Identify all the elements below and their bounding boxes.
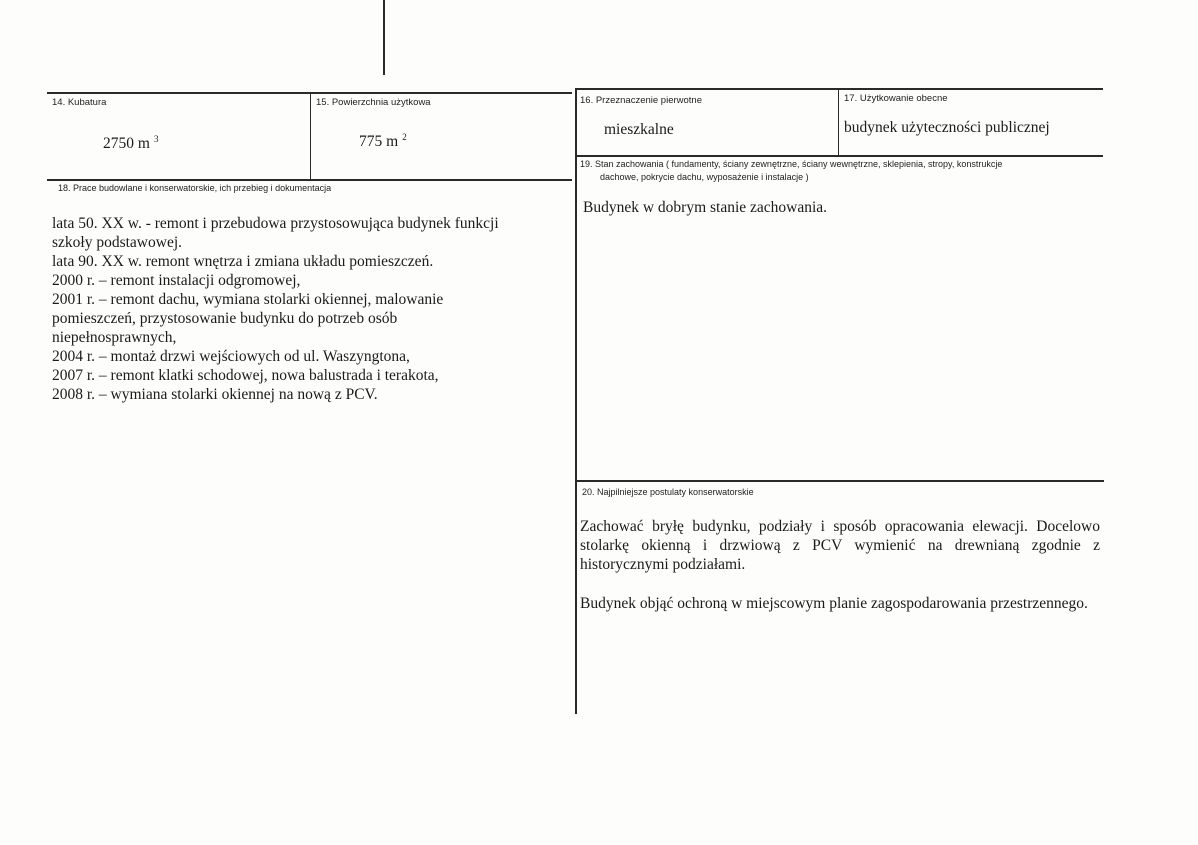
prace-list bbox=[52, 214, 552, 404]
prace-label: 18. Prace budowlane i konserwatorskie, ich przebieg i dokumentacja bbox=[58, 183, 332, 193]
prace-line: lata 90. XX w. remont wnętrza i zmiana układu pomieszczeń. bbox=[52, 253, 434, 270]
stan-label-line2: dachowe, pokrycie dachu, wyposażenie i instalacje ) bbox=[600, 172, 809, 182]
center-vertical-divider bbox=[575, 89, 577, 714]
przeznaczenie-label: 16. Przeznaczenie pierwotne bbox=[580, 95, 702, 106]
prace-line: pomieszczeń, przystosowanie budynku do potrzeb osób bbox=[52, 310, 398, 327]
postulaty-paragraph-1: Zachować bryłę budynku, podziały i sposób opracowania elewacji. Docelowo stolarkę okienną i drzwiową z PCV wymienić na drewnianą zgodnie z historycznymi podziałami. bbox=[580, 518, 1100, 573]
kubatura-value bbox=[103, 130, 158, 153]
powierzchnia-number: 775 m bbox=[359, 133, 399, 151]
postulaty-paragraph-2: Budynek objąć ochroną w miejscowym planie zagospodarowania przestrzennego. bbox=[580, 595, 1088, 612]
powierzchnia-label: 15. Powierzchnia użytkowa bbox=[316, 97, 431, 108]
kubatura-unit-sup: 3 bbox=[153, 134, 159, 144]
prace-line: 2000 r. – remont instalacji odgromowej, bbox=[52, 272, 301, 289]
przeznaczenie-value: mieszkalne bbox=[604, 121, 674, 138]
prace-line: 2007 r. – remont klatki schodowej, nowa balustrada i terakota, bbox=[52, 367, 439, 384]
kubatura-number: 2750 m bbox=[103, 135, 150, 153]
uzytkowanie-label: 17. Użytkowanie obecne bbox=[844, 93, 948, 104]
right-lower-rule bbox=[575, 480, 1104, 482]
prace-line: 2001 r. – remont dachu, wymiana stolarki okiennej, malowanie bbox=[52, 291, 444, 308]
usage-divider bbox=[838, 89, 839, 156]
postulaty-label: 20. Najpilniejsze postulaty konserwatorskie bbox=[582, 487, 754, 497]
prace-line: 2008 r. – wymiana stolarki okiennej na nową z PCV. bbox=[52, 386, 378, 403]
powierzchnia-unit-sup: 2 bbox=[402, 132, 407, 142]
prace-line: 2004 r. – montaż drzwi wejściowych od ul. Waszyngtona, bbox=[52, 348, 410, 365]
powierzchnia-value bbox=[359, 128, 407, 151]
prace-line: szkoły podstawowej. bbox=[52, 234, 183, 251]
right-top-rule bbox=[575, 88, 1103, 90]
kubatura-label: 14. Kubatura bbox=[52, 97, 107, 108]
right-mid-rule bbox=[575, 155, 1103, 157]
top-vertical-divider bbox=[383, 0, 385, 75]
uzytkowanie-value: budynek użyteczności publicznej bbox=[844, 119, 1050, 136]
kubatura-divider bbox=[310, 93, 311, 179]
prace-line: lata 50. XX w. - remont i przebudowa przystosowująca budynek funkcji bbox=[52, 215, 499, 232]
left-mid-rule bbox=[47, 179, 572, 181]
stan-value: Budynek w dobrym stanie zachowania. bbox=[583, 199, 828, 216]
stan-label-line1: 19. Stan zachowania ( fundamenty, ściany zewnętrzne, ściany wewnętrzne, sklepienia, stropy, konstrukcje bbox=[580, 159, 1003, 169]
prace-line: niepełnosprawnych, bbox=[52, 329, 177, 346]
